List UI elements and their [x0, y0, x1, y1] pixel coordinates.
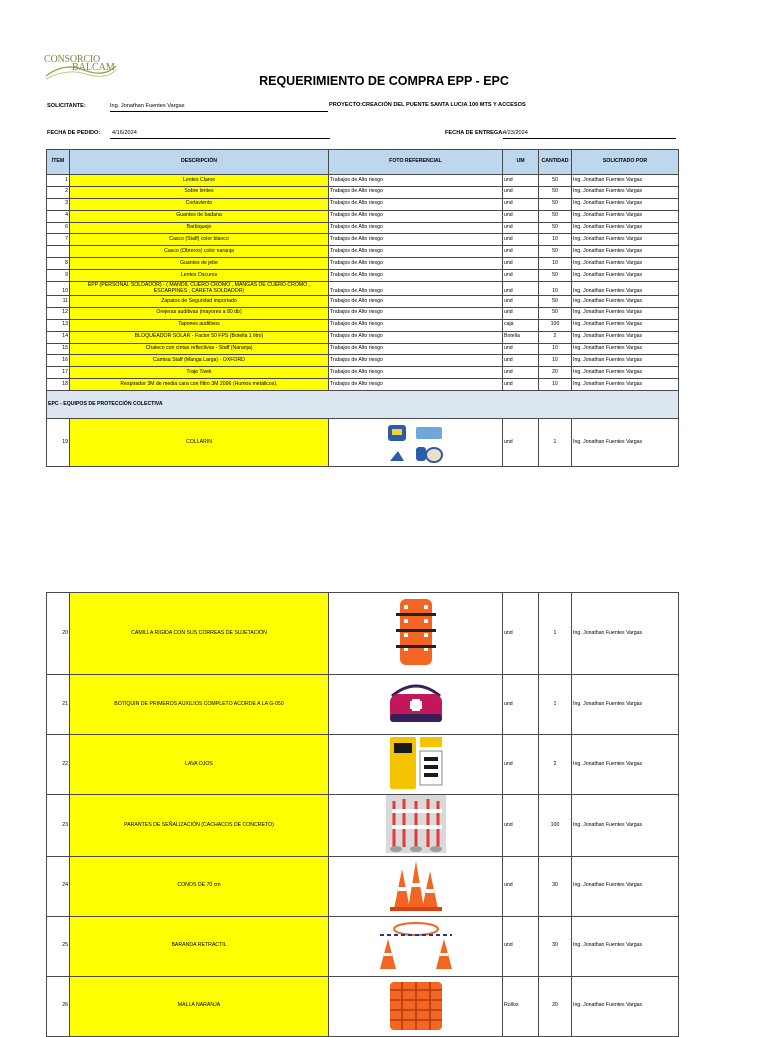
col-header-solicitado: SOLICITADO POR: [572, 150, 679, 175]
item-quantity: 50: [539, 210, 572, 222]
item-photo-text: Trabajos de Alto riesgo: [329, 343, 503, 355]
item-requested-by: Ing. Jonathan Fuentes Vargas: [572, 355, 679, 367]
item-quantity: 30: [539, 856, 572, 916]
table-row: [47, 234, 679, 246]
item-description: EPP (PERSONAL SOLDADOR) - ( MANDIL CUERO CROMO , MANGAS DE CUERO CROMO , ESCARPINES , CARETA SOLDADOR): [70, 282, 329, 296]
item-um: und: [503, 175, 539, 187]
item-um: und: [503, 735, 539, 795]
item-requested-by: Ing. Jonathan Fuentes Vargas: [572, 175, 679, 187]
item-description: Chaleco con cintas reflectivas - Staff (Naranja): [70, 343, 329, 355]
item-quantity: 100: [539, 795, 572, 857]
item-requested-by: Ing. Jonathan Fuentes Vargas: [572, 319, 679, 331]
item-description: Casco (Obreros) color naranja: [70, 246, 329, 258]
item-description: Casco (Staff) color blanco: [70, 234, 329, 246]
table-row: [47, 355, 679, 367]
item-requested-by: Ing. Jonathan Fuentes Vargas: [572, 331, 679, 343]
item-description: Traje Tivek: [70, 367, 329, 379]
table-row: [47, 735, 679, 795]
item-description: Lentes Oscuros: [70, 270, 329, 282]
item-quantity: 50: [539, 296, 572, 308]
item-number: 4: [47, 210, 70, 222]
item-quantity: 20: [539, 367, 572, 379]
item-quantity: 2: [539, 331, 572, 343]
col-header-descripcion: DESCRIPCIÓN: [70, 150, 329, 175]
item-requested-by: Ing. Jonathan Fuentes Vargas: [572, 186, 679, 198]
item-photo-text: Trabajos de Alto riesgo: [329, 246, 503, 258]
item-photo-text: Trabajos de Alto riesgo: [329, 175, 503, 187]
item-requested-by: Ing. Jonathan Fuentes Vargas: [572, 234, 679, 246]
photo-cell: [329, 976, 503, 1036]
orange-mesh-photo: [386, 980, 446, 1030]
first-aid-bag-photo: [384, 676, 448, 730]
table-row: [47, 593, 679, 675]
cervical-collar-photo: [386, 421, 446, 465]
item-um: Botella: [503, 331, 539, 343]
item-quantity: 1: [539, 593, 572, 675]
table-row: [47, 675, 679, 735]
col-header-cantidad: CANTIDAD: [539, 150, 572, 175]
item-number: 20: [47, 593, 70, 675]
table-row: [47, 916, 679, 976]
item-number: 10: [47, 282, 70, 296]
table-row: [47, 367, 679, 379]
traffic-cones-photo: [386, 857, 446, 913]
item-um: und: [503, 419, 539, 467]
item-number: 7: [47, 234, 70, 246]
item-um: und: [503, 270, 539, 282]
item-description: Lentes Claros: [70, 175, 329, 187]
item-description: BARANDA RETRACTIL: [70, 916, 329, 976]
fecha-pedido-label: FECHA DE PEDIDO:: [47, 130, 101, 136]
item-quantity: 50: [539, 270, 572, 282]
fecha-pedido-field: [110, 130, 330, 139]
item-um: und: [503, 234, 539, 246]
item-number: 9: [47, 270, 70, 282]
item-number: 13: [47, 319, 70, 331]
item-number: 17: [47, 367, 70, 379]
item-photo-text: Trabajos de Alto riesgo: [329, 186, 503, 198]
table-row: [47, 976, 679, 1036]
item-requested-by: Ing. Jonathan Fuentes Vargas: [572, 222, 679, 234]
item-description: BOTIQUIN DE PRIMEROS AUXILIOS COMPLETO ACORDE A LA G-050: [70, 675, 329, 735]
table-row: [47, 319, 679, 331]
item-number: 25: [47, 916, 70, 976]
photo-cell: [329, 916, 503, 976]
item-requested-by: Ing. Jonathan Fuentes Vargas: [572, 246, 679, 258]
photo-cell: [329, 419, 503, 467]
table-row: [47, 307, 679, 319]
item-um: und: [503, 246, 539, 258]
stretcher-photo: [386, 595, 446, 669]
item-photo-text: Trabajos de Alto riesgo: [329, 319, 503, 331]
item-requested-by: Ing. Jonathan Fuentes Vargas: [572, 258, 679, 270]
proyecto-label: PROYECTO:: [329, 102, 363, 108]
photo-cell: [329, 856, 503, 916]
item-quantity: 100: [539, 319, 572, 331]
photo-cell: [329, 675, 503, 735]
item-um: und: [503, 282, 539, 296]
item-quantity: 10: [539, 282, 572, 296]
item-number: [47, 246, 70, 258]
item-photo-text: Trabajos de Alto riesgo: [329, 307, 503, 319]
eyewash-station-photo: [386, 735, 446, 791]
item-requested-by: Ing. Jonathan Fuentes Vargas: [572, 675, 679, 735]
item-quantity: 50: [539, 222, 572, 234]
item-requested-by: Ing. Jonathan Fuentes Vargas: [572, 296, 679, 308]
item-photo-text: Trabajos de Alto riesgo: [329, 355, 503, 367]
item-description: Sobre lentes: [70, 186, 329, 198]
table-row: [47, 210, 679, 222]
item-number: 26: [47, 976, 70, 1036]
solicitante-field: [110, 103, 328, 112]
signal-posts-photo: [386, 795, 446, 853]
logo-text-line2: BALCAM: [72, 62, 115, 73]
item-photo-text: Trabajos de Alto riesgo: [329, 234, 503, 246]
section-row-epc: [47, 391, 679, 419]
table-row: [47, 222, 679, 234]
item-photo-text: Trabajos de Alto riesgo: [329, 367, 503, 379]
item-photo-text: Trabajos de Alto riesgo: [329, 379, 503, 391]
retractable-barrier-photo: [376, 917, 456, 973]
fecha-entrega-value: 4/23/2024: [503, 130, 528, 136]
item-requested-by: Ing. Jonathan Fuentes Vargas: [572, 343, 679, 355]
item-number: 14: [47, 331, 70, 343]
item-photo-text: Trabajos de Alto riesgo: [329, 210, 503, 222]
item-um: und: [503, 198, 539, 210]
item-requested-by: Ing. Jonathan Fuentes Vargas: [572, 282, 679, 296]
item-description: Respirador 3M de media cara con filtro 3M 2096 (Humos metálicos).: [70, 379, 329, 391]
item-number: 24: [47, 856, 70, 916]
item-um: und: [503, 343, 539, 355]
table-row: [47, 282, 679, 296]
table-row: [47, 186, 679, 198]
item-description: Guantes de badana: [70, 210, 329, 222]
item-um: und: [503, 186, 539, 198]
table-row: [47, 175, 679, 187]
item-requested-by: Ing. Jonathan Fuentes Vargas: [572, 593, 679, 675]
item-quantity: 10: [539, 234, 572, 246]
item-number: 15: [47, 343, 70, 355]
item-requested-by: Ing. Jonathan Fuentes Vargas: [572, 976, 679, 1036]
item-quantity: 10: [539, 355, 572, 367]
fecha-entrega-label: FECHA DE ENTREGA:: [445, 130, 505, 136]
item-description: Camisa Staff (Manga Larga) - OXFORD: [70, 355, 329, 367]
item-um: und: [503, 593, 539, 675]
item-um: und: [503, 258, 539, 270]
item-requested-by: Ing. Jonathan Fuentes Vargas: [572, 198, 679, 210]
table-row: [47, 379, 679, 391]
item-number: 12: [47, 307, 70, 319]
item-description: Guantes de jebe: [70, 258, 329, 270]
item-um: und: [503, 210, 539, 222]
item-number: 19: [47, 419, 70, 467]
item-description: MALLA NARANJA: [70, 976, 329, 1036]
item-um: und: [503, 379, 539, 391]
item-um: und: [503, 675, 539, 735]
item-number: 11: [47, 296, 70, 308]
item-um: und: [503, 795, 539, 857]
item-photo-text: Trabajos de Alto riesgo: [329, 270, 503, 282]
photo-cell: [329, 593, 503, 675]
item-photo-text: Trabajos de Alto riesgo: [329, 222, 503, 234]
item-description: Orejeras auditivas (mayores a 80 db): [70, 307, 329, 319]
page-title: REQUERIMIENTO DE COMPRA EPP - EPC: [259, 74, 509, 88]
photo-cell: [329, 795, 503, 857]
item-um: und: [503, 355, 539, 367]
item-quantity: 50: [539, 198, 572, 210]
item-requested-by: Ing. Jonathan Fuentes Vargas: [572, 735, 679, 795]
table-row: [47, 270, 679, 282]
item-number: 8: [47, 258, 70, 270]
table-row: [47, 419, 679, 467]
item-requested-by: Ing. Jonathan Fuentes Vargas: [572, 379, 679, 391]
item-requested-by: Ing. Jonathan Fuentes Vargas: [572, 856, 679, 916]
item-quantity: 20: [539, 976, 572, 1036]
item-requested-by: Ing. Jonathan Fuentes Vargas: [572, 307, 679, 319]
item-number: 21: [47, 675, 70, 735]
item-number: 1: [47, 175, 70, 187]
item-description: COLLARIN: [70, 419, 329, 467]
item-number: 16: [47, 355, 70, 367]
table-row: [47, 258, 679, 270]
item-quantity: 30: [539, 916, 572, 976]
item-photo-text: Trabajos de Alto riesgo: [329, 282, 503, 296]
item-photo-text: Trabajos de Alto riesgo: [329, 331, 503, 343]
solicitante-label: SOLICITANTE:: [47, 103, 86, 109]
item-number: 6: [47, 222, 70, 234]
fecha-pedido-value: 4/16/2024: [112, 130, 137, 136]
table-row: [47, 795, 679, 857]
table-row: [47, 331, 679, 343]
item-photo-text: Trabajos de Alto riesgo: [329, 296, 503, 308]
item-quantity: 2: [539, 735, 572, 795]
item-requested-by: Ing. Jonathan Fuentes Vargas: [572, 367, 679, 379]
item-description: Cortaviento: [70, 198, 329, 210]
item-description: LAVA OJOS: [70, 735, 329, 795]
requirements-table: [46, 149, 679, 467]
item-um: und: [503, 916, 539, 976]
item-um: und: [503, 856, 539, 916]
item-um: und: [503, 222, 539, 234]
item-um: und: [503, 307, 539, 319]
item-number: 22: [47, 735, 70, 795]
item-um: caja: [503, 319, 539, 331]
item-requested-by: Ing. Jonathan Fuentes Vargas: [572, 795, 679, 857]
item-requested-by: Ing. Jonathan Fuentes Vargas: [572, 270, 679, 282]
table-header-row: [47, 150, 679, 175]
fecha-entrega-field: [503, 130, 676, 139]
table-row: [47, 296, 679, 308]
col-header-foto: FOTO REFERENCIAL: [329, 150, 503, 175]
item-description: BLOQUEADOR SOLAR - Factor 50 FPS (Botella 1 litro): [70, 331, 329, 343]
item-number: 18: [47, 379, 70, 391]
table-row: [47, 246, 679, 258]
item-photo-text: Trabajos de Alto riesgo: [329, 258, 503, 270]
item-um: und: [503, 367, 539, 379]
item-quantity: 10: [539, 258, 572, 270]
item-quantity: 50: [539, 246, 572, 258]
table-row: [47, 856, 679, 916]
item-quantity: 50: [539, 307, 572, 319]
item-number: 2: [47, 186, 70, 198]
col-header-um: UM: [503, 150, 539, 175]
item-description: Zapatos de Seguridad importado: [70, 296, 329, 308]
item-quantity: 1: [539, 419, 572, 467]
item-description: CONOS DE 70 cm: [70, 856, 329, 916]
item-um: Rollos: [503, 976, 539, 1036]
item-description: CAMILLA RIGIDA CON SUS CORREAS DE SUJETACIÓN: [70, 593, 329, 675]
item-quantity: 10: [539, 343, 572, 355]
item-number: 3: [47, 198, 70, 210]
item-quantity: 1: [539, 675, 572, 735]
col-header-item: ÍTEM: [47, 150, 70, 175]
item-requested-by: Ing. Jonathan Fuentes Vargas: [572, 210, 679, 222]
item-description: Tapones auditivos: [70, 319, 329, 331]
item-number: 23: [47, 795, 70, 857]
table-row: [47, 343, 679, 355]
item-photo-text: Trabajos de Alto riesgo: [329, 198, 503, 210]
item-description: Barbiquejo: [70, 222, 329, 234]
section-title: EPC - EQUIPOS DE PROTECCIÓN COLECTIVA: [47, 391, 679, 419]
solicitante-value: Ing. Jonathan Fuentes Vargas: [110, 103, 185, 109]
item-description: PARANTES DE SEÑALIZACIÓN (CACHACOS DE CONCRETO): [70, 795, 329, 857]
requirements-table-page2: [46, 592, 679, 1037]
item-quantity: 50: [539, 186, 572, 198]
item-requested-by: Ing. Jonathan Fuentes Vargas: [572, 916, 679, 976]
photo-cell: [329, 735, 503, 795]
item-quantity: 50: [539, 175, 572, 187]
proyecto-value: CREACIÓN DEL PUENTE SANTA LUCIA 100 MTS Y ACCESOS: [362, 102, 526, 108]
item-quantity: 10: [539, 379, 572, 391]
item-um: und: [503, 296, 539, 308]
item-requested-by: Ing. Jonathan Fuentes Vargas: [572, 419, 679, 467]
logo-text-line1: CONSORCIO: [44, 54, 100, 65]
table-row: [47, 198, 679, 210]
